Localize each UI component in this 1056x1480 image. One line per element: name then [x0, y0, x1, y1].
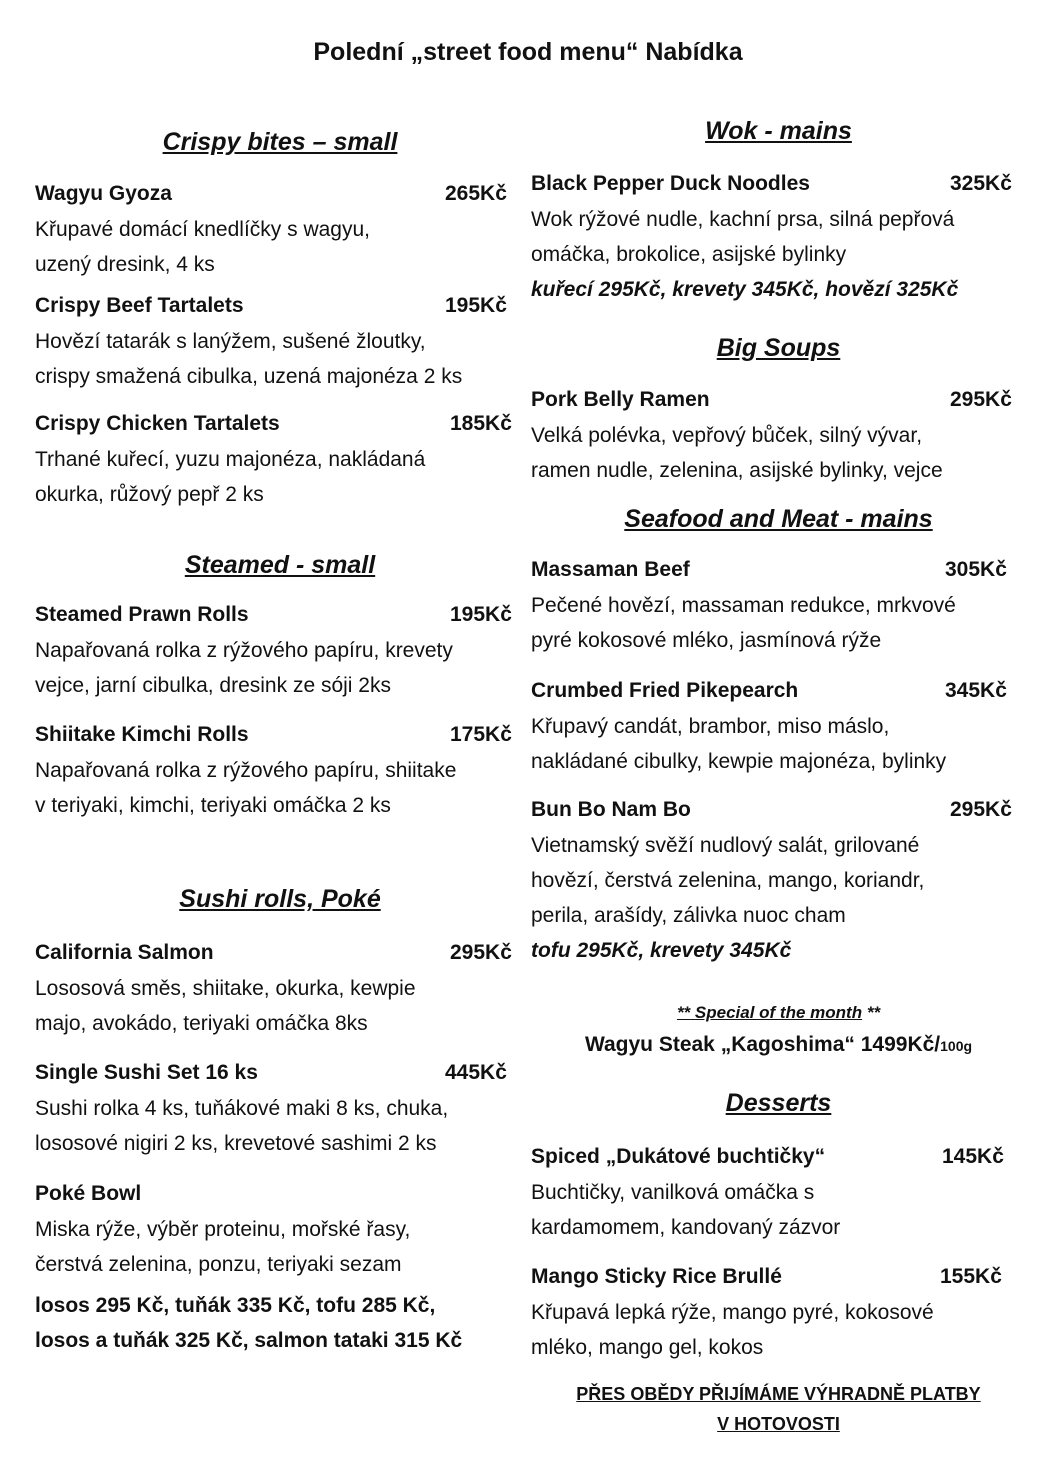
menu-item-massaman-beef: [531, 557, 1026, 658]
item-name: Shiitake Kimchi Rolls: [35, 723, 249, 746]
item-description: Vietnamský svěží nudlový salát, grilované hovězí, čerstvá zelenina, mango, koriandr, perila, arašídy, zálivka nuoc cham: [531, 834, 925, 927]
section-title-seafood: Seafood and Meat - mains: [624, 505, 933, 533]
item-description: Pečené hovězí, massaman redukce, mrkvové pyré kokosové mléko, jasmínová rýže: [531, 594, 956, 652]
menu-item-shiitake-kimchi-rolls: [35, 722, 525, 823]
item-name: Wagyu Gyoza: [35, 182, 172, 205]
item-description: Křupavý candát, brambor, miso máslo, nakládané cibulky, kewpie majonéza, bylinky: [531, 715, 947, 773]
section-title-crispy: Crispy bites – small: [162, 128, 398, 156]
item-variants: tofu 295Kč, krevety 345Kč: [531, 939, 792, 962]
menu-item-black-pepper-duck-noodles: [531, 171, 1026, 307]
item-name: Mango Sticky Rice Brullé: [531, 1265, 782, 1288]
section-title-sushi: Sushi rolls, Poké: [179, 885, 381, 913]
menu-item-bun-bo-nam-bo: [531, 797, 1026, 968]
item-price: 155Kč: [940, 1265, 1002, 1288]
item-description: Napařovaná rolka z rýžového papíru, krevety vejce, jarní cibulka, dresink ze sóji 2ks: [35, 639, 453, 697]
item-description: Wok rýžové nudle, kachní prsa, silná pepřová omáčka, brokolice, asijské bylinky: [531, 208, 955, 266]
item-price: 295Kč: [450, 941, 512, 964]
item-description: Hovězí tatarák s lanýžem, sušené žloutky, crispy smažená cibulka, uzená majonéza 2 ks: [35, 330, 463, 388]
item-price: 445Kč: [445, 1061, 507, 1084]
item-name: Bun Bo Nam Bo: [531, 798, 691, 821]
item-name: Black Pepper Duck Noodles: [531, 172, 810, 195]
item-name: California Salmon: [35, 941, 214, 964]
item-name: Single Sushi Set 16 ks: [35, 1061, 258, 1084]
page-title: Polední „street food menu“ Nabídka: [313, 38, 743, 66]
section-title-desserts: Desserts: [725, 1089, 832, 1117]
section-title-soups: Big Soups: [716, 334, 841, 362]
item-description: Lososová směs, shiitake, okurka, kewpie majo, avokádo, teriyaki omáčka 8ks: [35, 977, 416, 1035]
item-price: 325Kč: [950, 172, 1012, 195]
item-name: Spiced „Dukátové buchtičky“: [531, 1145, 826, 1168]
menu-item-crumbed-fried-pikepearch: [531, 678, 1026, 779]
item-price: 295Kč: [950, 388, 1012, 411]
item-name: Crispy Chicken Tartalets: [35, 412, 280, 435]
item-price: 195Kč: [445, 294, 507, 317]
item-name: Pork Belly Ramen: [531, 388, 710, 411]
section-title-wok: Wok - mains: [705, 117, 852, 145]
item-price: 175Kč: [450, 723, 512, 746]
item-description: Buchtičky, vanilková omáčka s kardamomem, kandovaný zázvor: [531, 1181, 841, 1239]
item-price: 305Kč: [945, 558, 1007, 581]
item-price: 145Kč: [942, 1145, 1004, 1168]
menu-item-california-salmon: [35, 940, 525, 1041]
item-name: Massaman Beef: [531, 558, 690, 581]
item-price: 295Kč: [950, 798, 1012, 821]
special-of-the-month-label: ** Special of the month **: [676, 1003, 881, 1022]
item-name: Poké Bowl: [35, 1182, 142, 1205]
item-price: 185Kč: [450, 412, 512, 435]
menu-item-crispy-chicken-tartalets: [35, 411, 525, 512]
item-name: Crumbed Fried Pikepearch: [531, 679, 799, 702]
section-title-steamed: Steamed - small: [184, 551, 376, 579]
item-name: Steamed Prawn Rolls: [35, 603, 249, 626]
item-variants: losos 295 Kč, tuňák 335 Kč, tofu 285 Kč, losos a tuňák 325 Kč, salmon tataki 315 Kč: [35, 1294, 463, 1352]
item-name: Crispy Beef Tartalets: [35, 294, 244, 317]
menu-item-dukatove-buchticky: [531, 1144, 1026, 1245]
item-description: Napařovaná rolka z rýžového papíru, shiitake v teriyaki, kimchi, teriyaki omáčka 2 ks: [35, 759, 457, 817]
payment-note: PŘES OBĚDY PŘIJÍMÁME VÝHRADNĚ PLATBY V HOTOVOSTI: [576, 1384, 981, 1434]
menu-item-wagyu-gyoza: [35, 181, 525, 282]
item-description: Trhané kuřecí, yuzu majonéza, nakládaná okurka, růžový pepř 2 ks: [35, 448, 426, 506]
special-item: Wagyu Steak „Kagoshima“ 1499Kč/100g: [584, 1033, 973, 1056]
menu-item-crispy-beef-tartalets: [35, 293, 525, 394]
item-description: Křupavá lepká rýže, mango pyré, kokosové mléko, mango gel, kokos: [531, 1301, 934, 1359]
menu-item-poke-bowl: [35, 1181, 525, 1358]
item-variants: kuřecí 295Kč, krevety 345Kč, hovězí 325Kč: [531, 278, 959, 301]
item-description: Velká polévka, vepřový bůček, silný vývar, ramen nudle, zelenina, asijské bylinky, vejce: [531, 424, 943, 482]
item-price: 195Kč: [450, 603, 512, 626]
item-description: Miska rýže, výběr proteinu, mořské řasy, čerstvá zelenina, ponzu, teriyaki sezam: [35, 1218, 411, 1276]
item-price: 265Kč: [445, 182, 507, 205]
menu-item-single-sushi-set: [35, 1060, 525, 1161]
item-price: 345Kč: [945, 679, 1007, 702]
menu-item-pork-belly-ramen: [531, 387, 1026, 488]
menu-item-mango-sticky-rice: [531, 1264, 1026, 1365]
menu-item-steamed-prawn-rolls: [35, 602, 525, 703]
item-description: Sushi rolka 4 ks, tuňákové maki 8 ks, chuka, lososové nigiri 2 ks, krevetové sashimi 2 ks: [35, 1097, 449, 1155]
item-description: Křupavé domácí knedlíčky s wagyu, uzený dresink, 4 ks: [35, 218, 370, 276]
